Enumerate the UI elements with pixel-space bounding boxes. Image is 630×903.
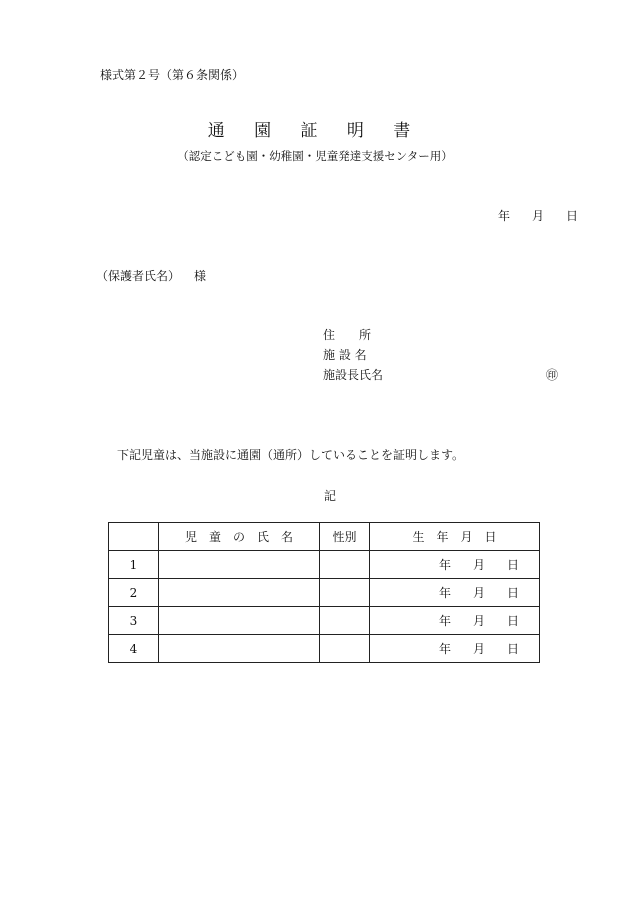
dob-day-label: 日 [506,642,519,656]
dob-month-label: 月 [472,586,485,600]
row-number: 4 [109,635,159,663]
seal-mark: ㊞ [546,368,559,382]
dob-day-label: 日 [506,558,519,572]
dob-year-label: 年 [438,558,451,572]
sex-cell[interactable] [320,551,370,579]
table-header-row [109,523,540,551]
dob-day-label: 日 [506,586,519,600]
facility-name-label: 施 設 名 [323,348,367,362]
header-number [109,523,159,551]
dob-year-label: 年 [438,642,451,656]
director-name-label: 施設長氏名 [323,368,384,382]
dob-month-label: 月 [472,558,485,572]
header-child-name: 児 童 の 氏 名 [159,523,320,551]
dob-year-label: 年 [438,586,451,600]
dob-year-label: 年 [438,614,451,628]
ki-heading: 記 [323,489,336,503]
children-table [108,522,540,663]
row-number: 3 [109,607,159,635]
dob-cell[interactable] [370,551,540,579]
date-day-label: 日 [565,209,578,223]
sex-cell[interactable] [320,635,370,663]
dob-month-label: 月 [472,642,485,656]
honorific: 様 [194,269,207,283]
sex-cell[interactable] [320,579,370,607]
guardian-name-line [96,267,206,284]
row-number: 2 [109,579,159,607]
child-name-cell[interactable] [159,607,320,635]
table-row [109,551,540,579]
issue-date [476,207,578,224]
guardian-label: （保護者氏名） [96,269,181,283]
header-sex: 性別 [320,523,370,551]
sex-cell[interactable] [320,607,370,635]
document-subtitle: （認定こども園・幼稚園・児童発達支援センター用） [177,149,453,163]
form-number: 様式第２号（第６条関係） [100,68,245,82]
table-row [109,579,540,607]
child-name-cell[interactable] [159,551,320,579]
date-year-label: 年 [497,209,510,223]
table-row [109,607,540,635]
dob-cell[interactable] [370,607,540,635]
child-name-cell[interactable] [159,579,320,607]
header-date-of-birth: 生 年 月 日 [370,523,540,551]
address-label: 住 所 [323,328,372,342]
child-name-cell[interactable] [159,635,320,663]
dob-month-label: 月 [472,614,485,628]
dob-cell[interactable] [370,579,540,607]
row-number: 1 [109,551,159,579]
document-title: 通 園 証 明 書 [207,121,423,141]
date-month-label: 月 [531,209,544,223]
table-row [109,635,540,663]
dob-day-label: 日 [506,614,519,628]
dob-cell[interactable] [370,635,540,663]
certification-statement: 下記児童は、当施設に通園（通所）していることを証明します。 [117,448,465,462]
